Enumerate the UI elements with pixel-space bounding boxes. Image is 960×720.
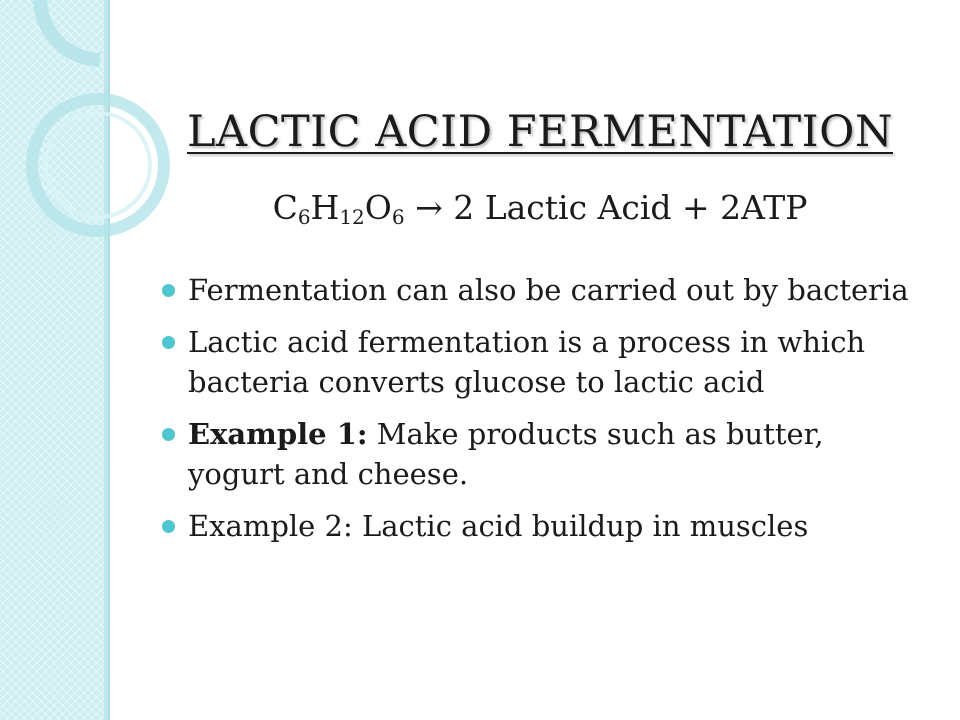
bullet-text: Make products such as butter, yogurt and cheese. bbox=[188, 417, 824, 491]
bullet-text: Lactic acid fermentation is a process in which bacteria converts glucose to lactic acid bbox=[188, 325, 866, 399]
bullet-lead: Example 1: bbox=[188, 417, 368, 451]
bullet-list bbox=[158, 270, 928, 558]
bullet-item bbox=[158, 506, 928, 546]
equation-hydrogen-subscript: 12 bbox=[339, 205, 365, 229]
bullet-dot-icon bbox=[162, 428, 175, 441]
bullet-text: Example 2: Lactic acid buildup in muscles bbox=[188, 509, 809, 543]
bullet-dot-icon bbox=[162, 284, 175, 297]
equation-carbon-subscript: 6 bbox=[297, 205, 311, 229]
slide-title: LACTIC ACID FERMENTATION bbox=[186, 106, 894, 157]
top-ring-icon bbox=[40, 0, 100, 60]
equation-hydrogen: H bbox=[310, 188, 340, 227]
equation-products: → 2 Lactic Acid + 2ATP bbox=[404, 188, 808, 227]
equation-oxygen-subscript: 6 bbox=[391, 205, 405, 229]
equation-oxygen: O bbox=[364, 188, 392, 227]
fermentation-equation bbox=[160, 188, 920, 227]
bullet-item bbox=[158, 414, 928, 494]
bullet-dot-icon bbox=[162, 520, 175, 533]
bullet-dot-icon bbox=[162, 336, 175, 349]
bullet-item bbox=[158, 322, 928, 402]
decorative-rings-graphic bbox=[0, 0, 180, 260]
middle-ring-icon bbox=[32, 99, 164, 231]
bullet-item bbox=[158, 270, 928, 310]
bullet-text: Fermentation can also be carried out by bacteria bbox=[188, 273, 909, 307]
equation-carbon: C bbox=[272, 188, 298, 227]
